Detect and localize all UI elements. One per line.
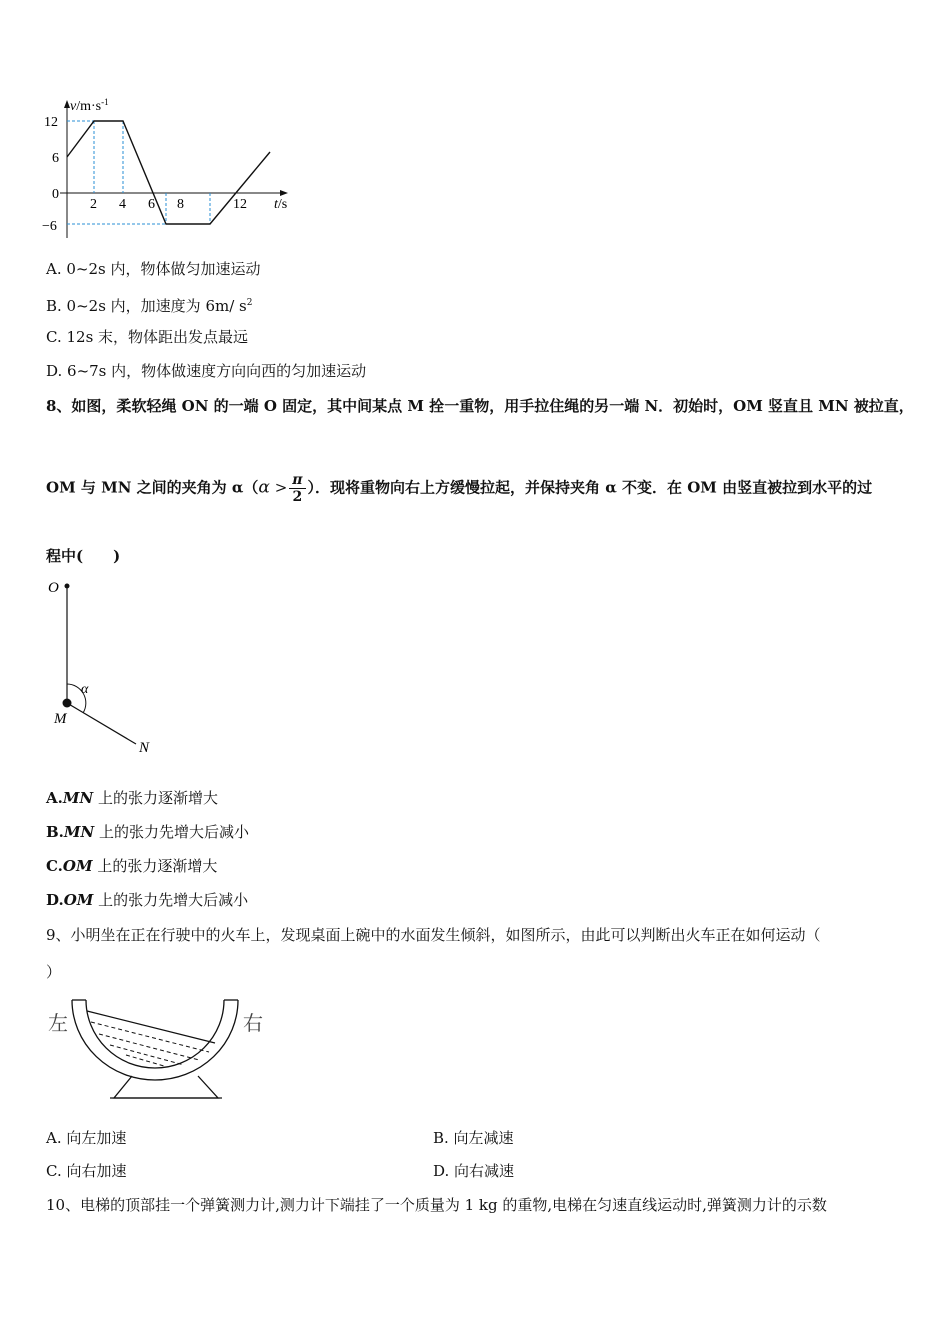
q8-stem-line3: 程中( ) — [46, 547, 121, 565]
q9-option-b: B. 向左减速 — [433, 1129, 514, 1147]
y-tick-6: 6 — [52, 151, 59, 166]
bowl-inner — [86, 1000, 224, 1068]
axis-v-label: $v/m\cdot s^{-1}$ — [70, 97, 109, 114]
y-tick-0: 0 — [52, 187, 59, 202]
point-o — [65, 584, 70, 589]
x-tick-12: 12 — [233, 197, 247, 212]
label-alpha: α — [81, 682, 89, 697]
pi-over-2-fraction: $\frac{\pi}{2}$ — [289, 472, 305, 505]
label-m: M — [54, 711, 67, 727]
y-tick-12: 12 — [44, 115, 58, 130]
q9-stem-line1: 9、小明坐在正在行驶中的火车上，发现桌面上碗中的水面发生倾斜，如图所示，由此可以判断出火车正在如何运动（ — [46, 926, 821, 944]
q8-option-b: B.MN 上的张力先增大后减小 — [46, 823, 250, 841]
water-surface — [87, 1011, 215, 1043]
q7-option-c: C. 12s 末，物体距出发点最远 — [46, 328, 249, 346]
velocity-time-graph — [40, 90, 310, 250]
q8-option-a: A.MN 上的张力逐渐增大 — [46, 789, 218, 807]
q7-option-a: A. 0~2s 内，物体做匀加速运动 — [46, 260, 261, 278]
water-lines — [91, 1022, 209, 1066]
q7-option-b: B. 0~2s 内，加速度为 6m/ $s^2$ — [46, 297, 253, 315]
axis-t-label: t/s — [274, 197, 288, 212]
q8-option-d: D.OM 上的张力先增大后减小 — [46, 891, 249, 909]
x-axis-arrow — [280, 190, 288, 196]
q7-option-d: D. 6~7s 内，物体做速度方向向西的匀加速运动 — [46, 362, 367, 380]
q10-stem-line1: 10、电梯的顶部挂一个弹簧测力计,测力计下端挂了一个质量为 1 kg 的重物,电梯在匀速直线运动时,弹簧测力计的示数 — [46, 1196, 827, 1214]
q9-option-c: C. 向右加速 — [46, 1162, 127, 1180]
q9-option-d: D. 向右减速 — [433, 1162, 515, 1180]
x-tick-8: 8 — [177, 197, 184, 212]
x-tick-6: 6 — [148, 197, 155, 212]
x-tick-2: 2 — [90, 197, 97, 212]
label-right: 右 — [243, 1013, 263, 1035]
rope-figure — [40, 572, 170, 762]
q9-option-a: A. 向左加速 — [46, 1129, 127, 1147]
q8-stem-line1: 8、如图，柔软轻绳 ON 的一端 O 固定，其中间某点 M 拴一重物，用手拉住绳的另一端 N．初始时，OM 竖直且 MN 被拉直， — [46, 397, 914, 415]
rope-mn — [67, 703, 136, 744]
y-tick-neg6: −6 — [42, 219, 57, 234]
bowl-figure — [44, 994, 274, 1106]
label-left: 左 — [48, 1013, 68, 1035]
label-o: O — [48, 580, 59, 596]
q9-stem-line2: ） — [46, 963, 62, 981]
x-tick-4: 4 — [119, 197, 126, 212]
q8-stem-line2: OM 与 MN 之间的夹角为 α（α > $\frac{\pi}{2}$ ）．现将重物向右上方缓慢拉起，并保持夹角 α 不变．在 OM 由竖直被拉到水平的过 — [46, 472, 873, 505]
q8-option-c: C.OM 上的张力逐渐增大 — [46, 857, 218, 875]
point-m — [63, 699, 72, 708]
label-n: N — [139, 740, 150, 756]
